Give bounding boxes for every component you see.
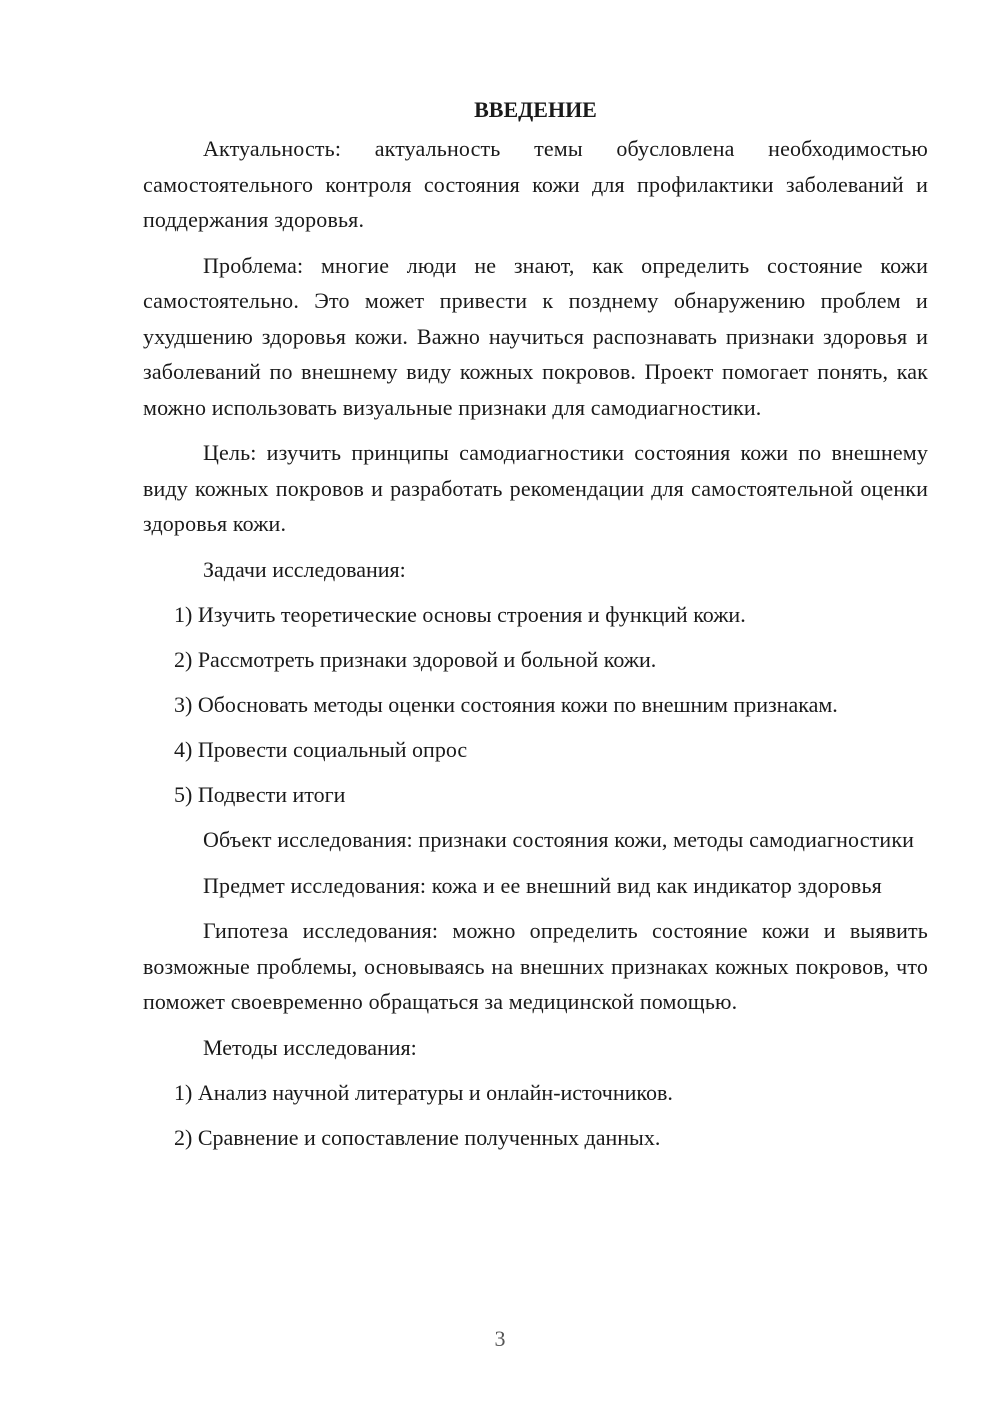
relevance-paragraph: Актуальность: актуальность темы обусловлена необходимостью самостоятельного контроля состояния кожи для профилактики заболеваний и поддержания здоровья. [143, 136, 928, 232]
problem-paragraph: Проблема: многие люди не знают, как определить состояние кожи самостоятельно. Это может привести к позднему обнаружению проблем и ухудшению здоровья кожи. Важно научиться распознавать признаки здоровья и заболеваний по внешнему виду кожных покровов. Проект помогает понять, как можно использовать визуальные признаки для самодиагностики. [143, 252, 928, 420]
task-item: 3) Обосновать методы оценки состояния кожи по внешним признакам. [174, 692, 838, 717]
hypothesis-paragraph: Гипотеза исследования: можно определить состояние кожи и выявить возможные проблемы, основываясь на внешних признаках кожных покровов, что поможет своевременно обращаться за медицинской помощью. [143, 918, 928, 1014]
tasks-heading: Задачи исследования: [203, 556, 406, 582]
methods-heading: Методы исследования: [203, 1034, 417, 1060]
goal-paragraph: Цель: изучить принципы самодиагностики состояния кожи по внешнему виду кожных покровов и разработать рекомендации для самостоятельной оценки здоровья кожи. [143, 440, 928, 536]
task-item: 1) Изучить теоретические основы строения и функций кожи. [174, 602, 746, 627]
subject-paragraph: Предмет исследования: кожа и ее внешний вид как индикатор здоровья [203, 872, 882, 898]
tasks-list [143, 597, 928, 813]
task-item: 5) Подвести итоги [174, 782, 346, 807]
method-item: 1) Анализ научной литературы и онлайн-источников. [174, 1080, 673, 1105]
task-item: 4) Провести социальный опрос [174, 737, 468, 762]
page-number: 3 [494, 1326, 506, 1351]
section-title: ВВЕДЕНИЕ [474, 97, 597, 122]
document-page [143, 92, 928, 1165]
task-item: 2) Рассмотреть признаки здоровой и больной кожи. [174, 647, 657, 672]
object-paragraph: Объект исследования: признаки состояния кожи, методы самодиагностики [203, 827, 915, 852]
method-item: 2) Сравнение и сопоставление полученных данных. [174, 1125, 661, 1150]
methods-list [143, 1075, 928, 1156]
